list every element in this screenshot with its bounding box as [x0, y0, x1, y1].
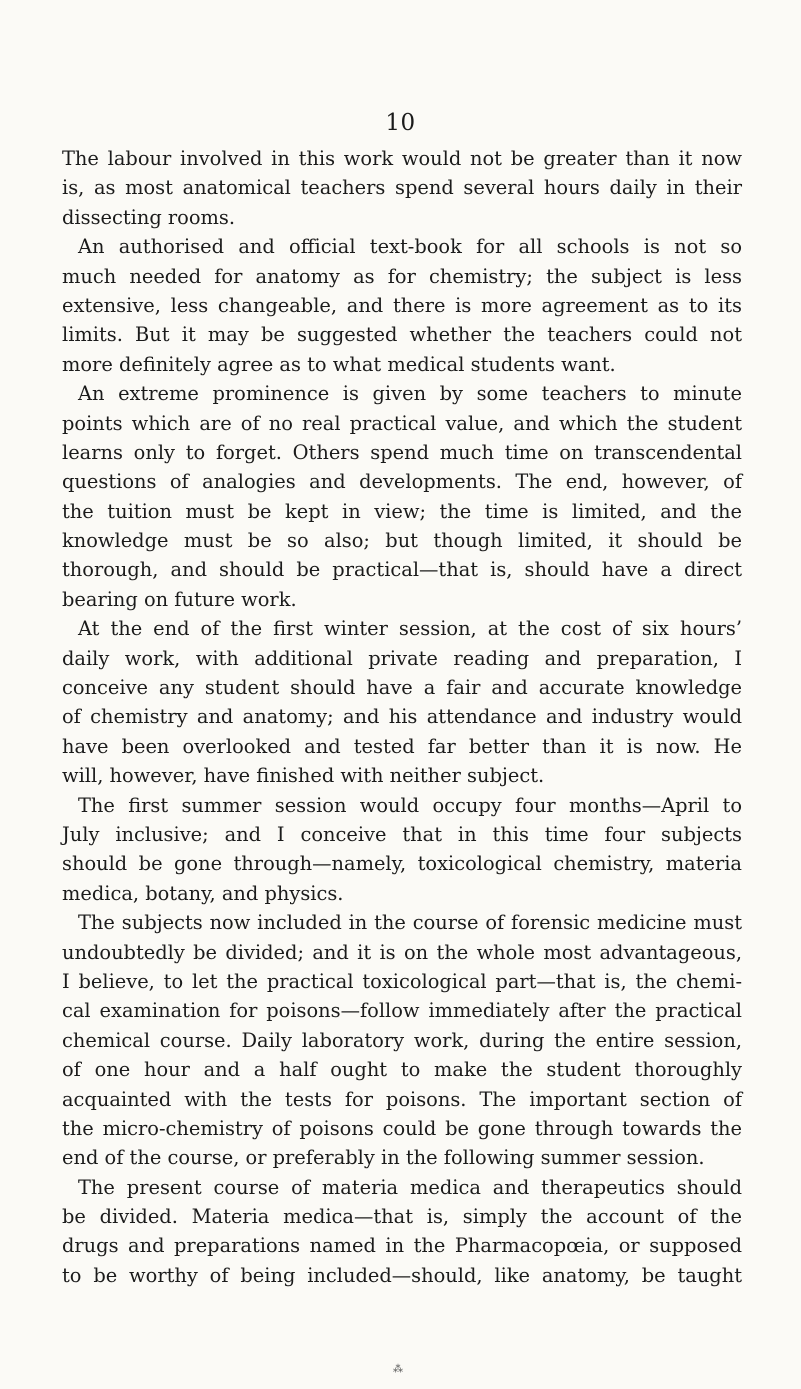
text-line: to be worthy of being included—should, like anatomy, be taught: [62, 1263, 742, 1287]
text-line: more definitely agree as to what medical students want.: [62, 352, 616, 376]
text-line: extensive, less changeable, and there is more agreement as to its: [62, 293, 742, 317]
text-line: knowledge must be so also; but though limited, it should be: [62, 529, 742, 553]
text-line: questions of analogies and developments. The end, however, of: [62, 470, 742, 494]
text-line: is, as most anatomical teachers spend several hours daily in their: [62, 176, 742, 200]
text-line: undoubtedly be divided; and it is on the whole most advantageous,: [62, 940, 742, 964]
text-line: be divided. Materia medica—that is, simply the account of the: [62, 1205, 742, 1229]
page-number: 10: [385, 110, 416, 136]
text-line: dissecting rooms.: [62, 205, 236, 229]
text-line: of chemistry and anatomy; and his attendance and industry would: [62, 705, 742, 729]
text-line: conceive any student should have a fair and accurate knowledge: [62, 676, 742, 700]
text-line: cal examination for poisons—follow immediately after the practical: [62, 999, 742, 1023]
text-line: acquainted with the tests for poisons. The important section of: [62, 1087, 742, 1111]
text-line: I believe, to let the practical toxicological part—that is, the chemi-: [62, 969, 742, 993]
text-line: An extreme prominence is given by some teachers to minute: [78, 382, 742, 406]
text-line: the tuition must be kept in view; the time is limited, and the: [62, 499, 742, 523]
text-line: much needed for anatomy as for chemistry; the subject is less: [62, 264, 742, 288]
text-line: The labour involved in this work would not be greater than it now: [62, 147, 742, 170]
text-line: An authorised and official text-book for all schools is not so: [78, 235, 742, 259]
text-line: thorough, and should be practical—that is, should have a direct: [62, 558, 742, 582]
text-line: July inclusive; and I conceive that in this time four subjects: [62, 822, 742, 846]
text-line: have been overlooked and tested far better than it is now. He: [62, 734, 742, 758]
text-line: the micro-chemistry of poisons could be gone through towards the: [62, 1116, 742, 1140]
printing-mark: ⁂: [393, 1364, 403, 1375]
text-line: medica, botany, and physics.: [62, 881, 344, 905]
text-line: limits. But it may be suggested whether the teachers could not: [62, 323, 742, 347]
text-line: drugs and preparations named in the Pharmacopœia, or supposed: [62, 1234, 742, 1258]
text-line: chemical course. Daily laboratory work, during the entire session,: [62, 1028, 742, 1052]
body-text: [62, 144, 742, 1290]
text-line: The first summer session would occupy four months—April to: [78, 793, 742, 817]
text-line: The subjects now included in the course of forensic medicine must: [78, 911, 742, 935]
text-line: end of the course, or preferably in the following summer session.: [62, 1146, 705, 1170]
text-line: should be gone through—namely, toxicological chemistry, materia: [62, 852, 742, 876]
text-line: daily work, with additional private reading and preparation, I: [62, 646, 742, 670]
text-line: At the end of the first winter session, at the cost of six hours’: [78, 617, 742, 641]
text-line: The present course of materia medica and therapeutics should: [78, 1175, 742, 1199]
text-line: of one hour and a half ought to make the student thoroughly: [62, 1058, 742, 1082]
text-line: bearing on future work.: [62, 587, 297, 611]
text-line: learns only to forget. Others spend much time on transcendental: [62, 440, 742, 464]
text-line: points which are of no real practical value, and which the student: [62, 411, 742, 435]
text-line: will, however, have finished with neither subject.: [62, 764, 545, 788]
